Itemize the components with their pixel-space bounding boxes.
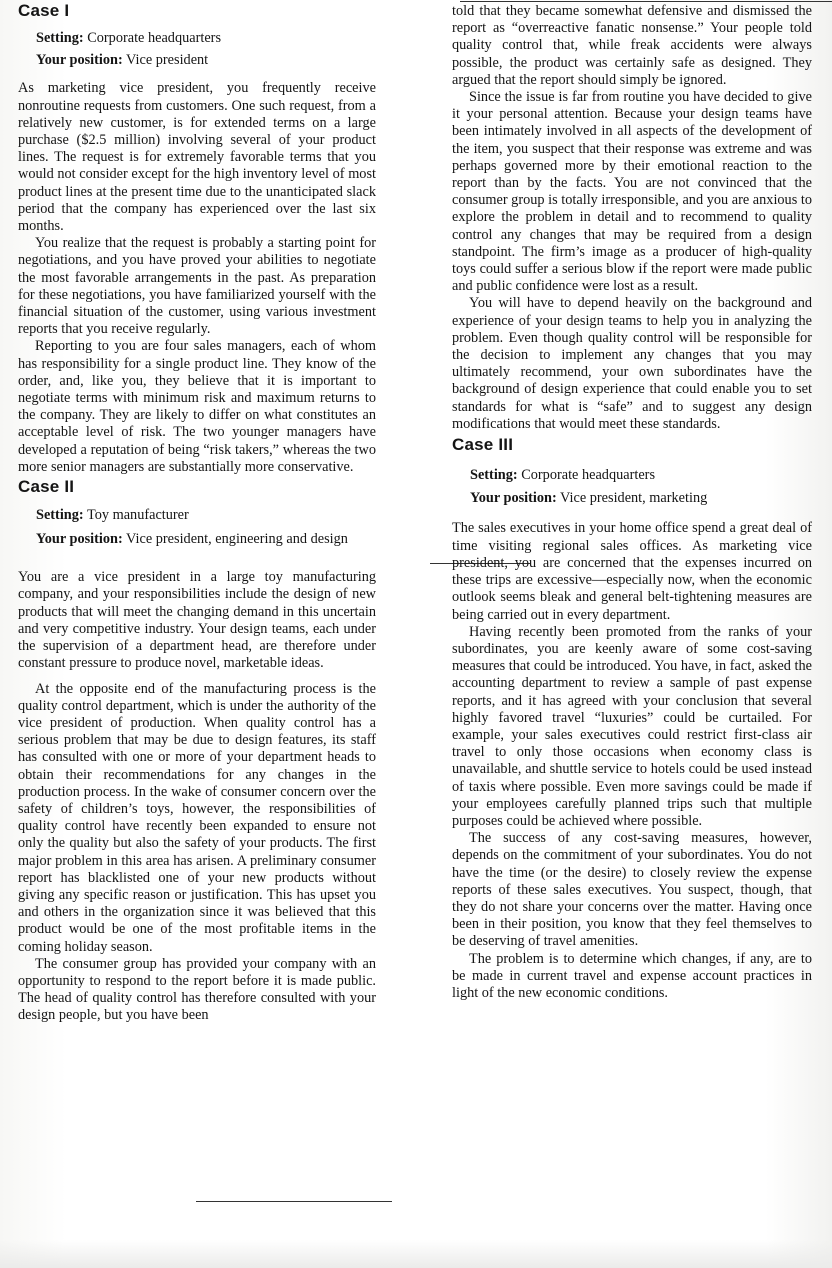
case-3-position bbox=[470, 490, 812, 507]
case-2-heading: Case II bbox=[18, 477, 75, 497]
case-1-heading: Case I bbox=[18, 1, 70, 20]
case-2-continued bbox=[452, 3, 812, 433]
paragraph: told that they became somewhat defensive and dismissed the report as “overreactive fanatic nonsense.” Your people told quality control that, while freak accidents were always possible, the product was certainly safe as designed. They argued that the report should simply be ignored. bbox=[452, 3, 812, 88]
position-value: Vice president bbox=[122, 52, 209, 69]
case-3-setting bbox=[470, 467, 812, 484]
paragraph: Since the issue is far from routine you have decided to give it your personal attention. Because your design teams have been intimately involved in all aspects of the development of the item, you suspect that their response was extreme and was perhaps governed more by their emotional reaction to the report than by the facts. You are not convinced that the consumer group is totally irresponsible, and you are anxious to explore the problem in detail and to recommend to quality control any changes that may be required from a design standpoint. The firm’s image as a producer of high-quality toys could suffer a serious blow if the report were made public and public confidence were lost as a result. bbox=[452, 89, 812, 295]
paragraph: You will have to depend heavily on the background and experience of your design teams to help you in analyzing the problem. Even though quality control will be responsible for the decision to implement any changes that you may ultimately recommend, your own subordinates have the background of design experience that could enable you to set standards for what is “safe” and to suggest any design modifications that would meet these standards. bbox=[452, 295, 812, 432]
case-3-body bbox=[452, 520, 812, 1002]
case-3-heading: Case III bbox=[452, 435, 514, 455]
setting-label: Setting: bbox=[36, 507, 84, 524]
case-1 bbox=[18, 1, 376, 476]
setting-label: Setting: bbox=[36, 30, 84, 46]
paragraph: Having recently been promoted from the ranks of your subordinates, you are keenly aware of some cost-saving measures that could be introduced. You have, in fact, asked the accounting department to review a sample of past expense reports, and it has agreed with your conclusion that several highly favored travel “luxuries” could be curtailed. For example, your sales executives could restrict first-class air travel to only those occasions when economy class is unavailable, and shuttle service to hotels could be used instead of taxis where possible. Even more savings could be made if your employees carefully planned trips such that multiple purposes could be achieved where possible. bbox=[452, 623, 812, 829]
case-1-setting bbox=[36, 30, 376, 47]
paragraph: The problem is to determine which changes, if any, are to be made in current travel and expense account practices in light of the new economic conditions. bbox=[452, 950, 812, 1001]
paragraph: The sales executives in your home office spend a great deal of time visiting regional sales offices. As marketing vice president, you are concerned that the expenses incurred on these trips are excessive—especially now, when the economic outlook seems bleak and general belt-tightening measures are being carried out in every department. bbox=[452, 520, 812, 623]
case-2 bbox=[18, 477, 376, 1024]
setting-value: Corporate headquarters bbox=[83, 30, 222, 46]
paragraph: You realize that the request is probably a starting point for negotiations, and you have proved your abilities to negotiate the most favorable arrangements in the past. As preparation for these negotiations, you have familiarized yourself with the financial situation of the customer, using various investment reports that you receive regularly. bbox=[18, 235, 376, 338]
paragraph: The success of any cost-saving measures, however, depends on the commitment of your subordinates. You do not have the time (or the desire) to closely review the expense reports of these sales executives. You suspect, though, that they do not share your concerns over the matter. Having once been in their position, you know that they feel themselves to be deserving of travel amenities. bbox=[452, 830, 812, 950]
case-2-body bbox=[18, 569, 376, 1024]
paragraph: Reporting to you are four sales managers, each of whom has responsibility for a single product line. They know of the order, and, like you, they believe that it is important to negotiate terms with minimum risk and maximum returns to the company. They are likely to differ on what constitutes an acceptable level of risk. The two younger managers have developed a reputation of being “risk takers,” whereas the two more senior managers are substantially more conservative. bbox=[18, 338, 376, 475]
left-column bbox=[18, 0, 376, 1025]
paragraph: You are a vice president in a large toy manufacturing company, and your responsibilities include the design of new products that will meet the changing demand in this uncertain and very competitive industry. Your design teams, each under the supervision of a department head, are therefore under constant pressure to produce novel, marketable ideas. bbox=[18, 569, 376, 672]
case-1-body bbox=[18, 80, 376, 476]
right-column bbox=[452, 0, 812, 1002]
case-2-setting bbox=[36, 507, 376, 524]
position-label: Your position: bbox=[36, 531, 123, 548]
underline-rule bbox=[196, 1201, 392, 1202]
page-edge-shadow bbox=[0, 1240, 832, 1268]
setting-label: Setting: bbox=[470, 467, 518, 484]
paragraph: At the opposite end of the manufacturing process is the quality control department, which is under the authority of the vice president of production. When quality control has a serious problem that may be due to design features, its staff has consulted with one or more of your department heads to obtain their recommendations for any changes in the production process. In the wake of consumer concern over the safety of children’s toys, however, the responsibilities of quality control have recently been expanded to ensure not only the quality but also the safety of your products. The first major problem in this area has arisen. A preliminary consumer report has blacklisted one of your new products without giving any specific reason or justification. This has upset you and others in the organization since it was believed that this product would be one of the most profitable items in the coming holiday season. bbox=[18, 680, 376, 955]
position-label: Your position: bbox=[36, 52, 123, 69]
setting-value: Toy manufacturer bbox=[83, 507, 189, 524]
case-1-position bbox=[36, 52, 376, 69]
position-label: Your position: bbox=[470, 490, 557, 507]
case-3 bbox=[452, 435, 812, 1002]
setting-value: Corporate headquarters bbox=[517, 467, 656, 484]
paragraph: As marketing vice president, you frequently receive nonroutine requests from customers. One such request, from a relatively new customer, is for extended terms on a large purchase ($2.5 million) involving several of your product lines. The request is for extremely favorable terms that you would not consider except for the high inventory level of most product lines at the present time due to the unanticipated slack period that the company has experienced over the last six months. bbox=[18, 80, 376, 235]
position-value: Vice president, engineering and design bbox=[122, 531, 348, 548]
position-value: Vice president, marketing bbox=[556, 490, 708, 507]
case-2-position bbox=[36, 529, 370, 549]
paragraph: The consumer group has provided your company with an opportunity to respond to the report before it is made public. The head of quality control has therefore consulted with your design people, but you have been bbox=[18, 955, 376, 1024]
